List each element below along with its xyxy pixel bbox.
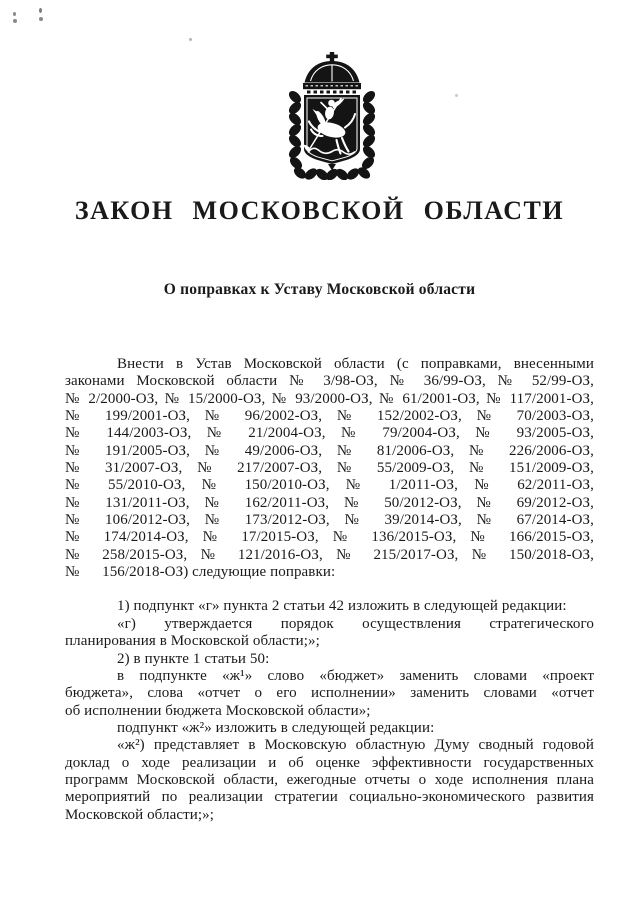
text-line: № 31/2007-ОЗ, № 217/2007-ОЗ, № 55/2009-ОЗ, № 151/2009-ОЗ, [65,460,594,477]
text-line: Московской области;»; [65,806,215,823]
text-line: 2) в пункте 1 статьи 50: [117,650,270,667]
law-subtitle: О поправках к Уставу Московской области [163,281,476,298]
scan-speck [189,38,192,41]
text-line: № 258/2015-ОЗ, № 121/2016-ОЗ, № 215/2017-ОЗ, № 150/2018-ОЗ, [65,546,594,563]
text-line: № 106/2012-ОЗ, № 173/2012-ОЗ, № 39/2014-ОЗ, № 67/2014-ОЗ, [65,512,594,529]
text-line: мероприятий по реализации стратегии социально-экономического развития [65,789,594,806]
text-line: № 174/2014-ОЗ, № 17/2015-ОЗ, № 136/2015-ОЗ, № 166/2015-ОЗ, [65,529,594,546]
scan-speck [455,94,458,97]
intro-paragraph [65,356,594,581]
text-line: № 199/2001-ОЗ, № 96/2002-ОЗ, № 152/2002-ОЗ, № 70/2003-ОЗ, [65,408,594,425]
text-line: планирования в Московской области;»; [65,633,320,650]
text-line: законами Московской области № 3/98-ОЗ, № 36/99-ОЗ, № 52/99-ОЗ, [65,373,594,390]
text-line: об исполнении бюджета Московской области»; [65,702,371,719]
text-line: № 156/2018-ОЗ) следующие поправки: [65,564,336,581]
text-line: бюджета», слова «отчет о его исполнении» заменить словами «отчет [65,685,594,702]
text-line: № 144/2003-ОЗ, № 21/2004-ОЗ, № 79/2004-ОЗ, № 93/2005-ОЗ, [65,425,594,442]
text-line: Внести в Устав Московской области (с поправками, внесенными [117,356,594,372]
scan-speck [39,8,42,13]
moscow-oblast-coat-of-arms-icon [284,52,380,180]
scan-speck [39,17,43,21]
text-line: № 191/2005-ОЗ, № 49/2006-ОЗ, № 81/2006-ОЗ, № 226/2006-ОЗ, [65,442,594,459]
text-line: № 2/2000-ОЗ, № 15/2000-ОЗ, № 93/2000-ОЗ, № 61/2001-ОЗ, № 117/2001-ОЗ, [65,390,594,407]
text-line: доклад о ходе реализации и об оценке эффективности государственных [65,754,594,771]
scan-speck [13,12,16,16]
text-line: 1) подпункт «г» пункта 2 статьи 42 изложить в следующей редакции: [117,598,567,615]
text-line: в подпункте «ж¹» слово «бюджет» заменить словами «проект [117,667,594,684]
text-line: подпункт «ж²» изложить в следующей редакции: [117,719,435,736]
text-line: № 131/2011-ОЗ, № 162/2011-ОЗ, № 50/2012-ОЗ, № 69/2012-ОЗ, [65,494,594,511]
text-line: «г) утверждается порядок осуществления стратегического [117,615,594,632]
law-title: ЗАКОН МОСКОВСКОЙ ОБЛАСТИ [74,196,565,225]
text-line: программ Московской области, ежегодные отчеты о ходе исполнения плана [65,771,594,788]
scan-speck [13,19,17,23]
amendments-paragraph [65,598,594,823]
law-body [65,356,594,824]
text-line: № 55/2010-ОЗ, № 150/2010-ОЗ, № 1/2011-ОЗ, № 62/2011-ОЗ, [65,477,594,494]
text-line: «ж²) представляет в Московскую областную Думу сводный годовой [117,737,594,754]
